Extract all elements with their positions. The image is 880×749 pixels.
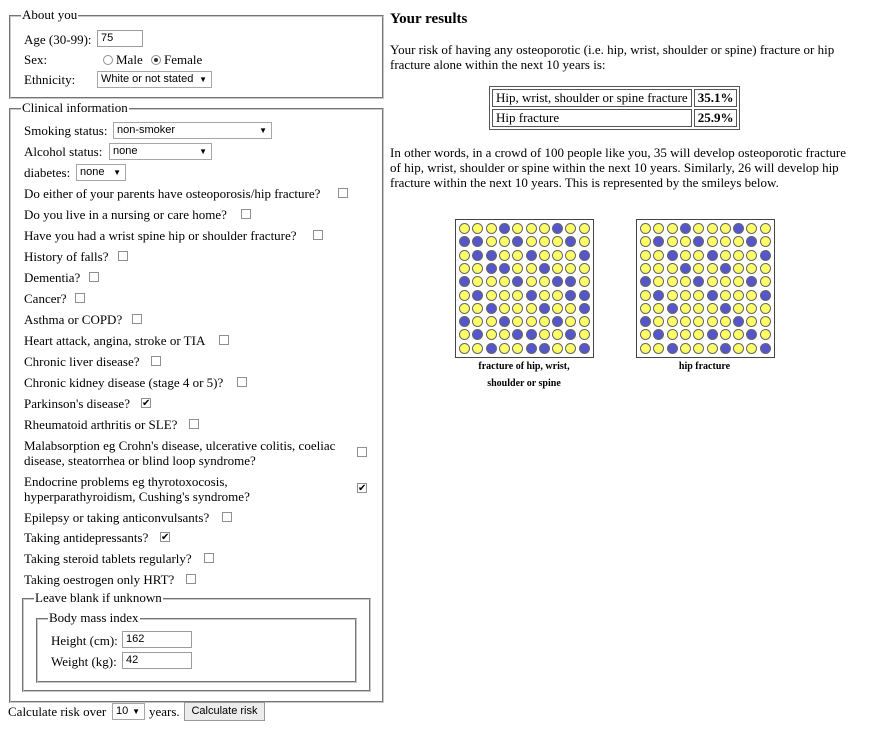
results-explanation: In other words, in a crowd of 100 people like you, 35 will develop osteoporotic fracture of hip, wrist, shoulder or spine within the next 10 years. Similarly, 26 will develop hip fracture within the next 10 years. This is represented by the smileys below. — [390, 145, 846, 190]
happy-smiley-icon — [579, 316, 590, 327]
result-value-cell: 35.1% — [694, 89, 738, 107]
happy-smiley-icon — [486, 236, 497, 247]
sad-smiley-icon — [486, 303, 497, 314]
question-checkbox[interactable] — [189, 419, 199, 429]
question-checkbox[interactable] — [219, 335, 229, 345]
happy-smiley-icon — [720, 223, 731, 234]
happy-smiley-icon — [680, 343, 691, 354]
sad-smiley-icon — [579, 290, 590, 301]
happy-smiley-icon — [667, 276, 678, 287]
happy-smiley-icon — [667, 263, 678, 274]
happy-smiley-icon — [760, 236, 771, 247]
question-label: Do you live in a nursing or care home? — [24, 207, 227, 222]
happy-smiley-icon — [512, 290, 523, 301]
sad-smiley-icon — [760, 290, 771, 301]
happy-smiley-icon — [653, 316, 664, 327]
sad-smiley-icon — [693, 276, 704, 287]
sad-smiley-icon — [680, 223, 691, 234]
sad-smiley-icon — [459, 276, 470, 287]
question-checkbox[interactable] — [186, 574, 196, 584]
question-label: Endocrine problems eg thyrotoxocosis, hyperparathyroidism, Cushing's syndrome? — [24, 474, 250, 504]
question-label: Do either of your parents have osteoporosis/hip fracture? — [24, 186, 321, 201]
ethnicity-value: White or not stated — [101, 73, 194, 85]
results-title: Your results — [390, 11, 468, 27]
happy-smiley-icon — [499, 236, 510, 247]
result-value-cell: 25.9% — [694, 109, 738, 127]
sad-smiley-icon — [707, 290, 718, 301]
question-label: Chronic kidney disease (stage 4 or 5)? — [24, 375, 224, 390]
question-label: Epilepsy or taking anticonvulsants? — [24, 510, 210, 525]
female-label: Female — [164, 52, 203, 67]
happy-smiley-icon — [667, 236, 678, 247]
happy-smiley-icon — [693, 223, 704, 234]
happy-smiley-icon — [733, 263, 744, 274]
happy-smiley-icon — [707, 343, 718, 354]
happy-smiley-icon — [760, 263, 771, 274]
happy-smiley-icon — [680, 250, 691, 261]
sad-smiley-icon — [459, 236, 470, 247]
happy-smiley-icon — [526, 303, 537, 314]
diabetes-select[interactable] — [76, 164, 126, 181]
age-label: Age (30-99): — [24, 32, 92, 47]
question-checkbox[interactable]: ✔ — [142, 398, 151, 409]
happy-smiley-icon — [720, 250, 731, 261]
happy-smiley-icon — [526, 236, 537, 247]
alcohol-select[interactable] — [109, 143, 212, 160]
happy-smiley-icon — [539, 236, 550, 247]
happy-smiley-icon — [707, 303, 718, 314]
happy-smiley-icon — [499, 290, 510, 301]
chevron-down-icon: ▼ — [259, 126, 267, 135]
question-checkbox[interactable]: ✔ — [358, 483, 367, 494]
question-label: Malabsorption eg Crohn's disease, ulcerative colitis, coeliac disease, steatorrhea or blind loop syndrome? — [24, 438, 336, 468]
question-label: Taking steroid tablets regularly? — [24, 551, 192, 566]
ethnicity-label: Ethnicity: — [24, 72, 76, 87]
happy-smiley-icon — [733, 236, 744, 247]
height-input[interactable]: 162 — [122, 631, 192, 648]
sad-smiley-icon — [565, 276, 576, 287]
happy-smiley-icon — [693, 329, 704, 340]
years-value: 10 — [116, 705, 129, 717]
question-label: History of falls? — [24, 249, 109, 264]
happy-smiley-icon — [653, 276, 664, 287]
happy-smiley-icon — [733, 329, 744, 340]
happy-smiley-icon — [746, 223, 757, 234]
happy-smiley-icon — [512, 343, 523, 354]
happy-smiley-icon — [552, 303, 563, 314]
sad-smiley-icon — [640, 276, 651, 287]
happy-smiley-icon — [680, 329, 691, 340]
about-you-legend: About you — [22, 7, 78, 22]
question-label: Chronic liver disease? — [24, 354, 140, 369]
table-row — [492, 89, 737, 107]
happy-smiley-icon — [526, 316, 537, 327]
question-label: Parkinson's disease? — [24, 396, 130, 411]
happy-smiley-icon — [565, 316, 576, 327]
happy-smiley-icon — [512, 316, 523, 327]
happy-smiley-icon — [667, 290, 678, 301]
happy-smiley-icon — [746, 316, 757, 327]
age-input[interactable]: 75 — [97, 30, 143, 47]
happy-smiley-icon — [733, 250, 744, 261]
sad-smiley-icon — [526, 329, 537, 340]
happy-smiley-icon — [512, 250, 523, 261]
question-checkbox[interactable] — [338, 188, 348, 198]
happy-smiley-icon — [707, 316, 718, 327]
sad-smiley-icon — [499, 223, 510, 234]
sad-smiley-icon — [667, 250, 678, 261]
question-checkbox[interactable] — [118, 251, 128, 261]
sad-smiley-icon — [746, 276, 757, 287]
sad-smiley-icon — [472, 250, 483, 261]
sad-smiley-icon — [539, 343, 550, 354]
calculate-risk-button[interactable]: Calculate risk — [184, 702, 265, 721]
sad-smiley-icon — [472, 290, 483, 301]
happy-smiley-icon — [720, 276, 731, 287]
smiley-grid-any-fracture — [455, 219, 594, 358]
happy-smiley-icon — [640, 223, 651, 234]
sad-smiley-icon — [746, 236, 757, 247]
happy-smiley-icon — [526, 276, 537, 287]
happy-smiley-icon — [472, 276, 483, 287]
grid-caption-hip-fracture: hip fracture — [678, 361, 731, 372]
smoking-label: Smoking status: — [24, 123, 108, 138]
question-checkbox[interactable] — [241, 209, 251, 219]
question-checkbox[interactable] — [204, 553, 214, 563]
happy-smiley-icon — [539, 276, 550, 287]
sad-smiley-icon — [760, 250, 771, 261]
happy-smiley-icon — [539, 290, 550, 301]
sad-smiley-icon — [680, 263, 691, 274]
happy-smiley-icon — [653, 303, 664, 314]
happy-smiley-icon — [459, 250, 470, 261]
sad-smiley-icon — [720, 263, 731, 274]
sad-smiley-icon — [720, 303, 731, 314]
grid-caption-any-fracture: fracture of hip, wrist, shoulder or spine — [478, 361, 570, 389]
weight-input[interactable]: 42 — [122, 652, 192, 669]
happy-smiley-icon — [667, 329, 678, 340]
happy-smiley-icon — [707, 223, 718, 234]
weight-label: Weight (kg): — [51, 654, 117, 669]
diabetes-value: none — [80, 166, 105, 178]
sad-smiley-icon — [707, 329, 718, 340]
happy-smiley-icon — [707, 236, 718, 247]
sad-smiley-icon — [512, 276, 523, 287]
happy-smiley-icon — [565, 303, 576, 314]
sad-smiley-icon — [472, 236, 483, 247]
question-checkbox[interactable]: ✔ — [161, 532, 170, 543]
sad-smiley-icon — [707, 250, 718, 261]
happy-smiley-icon — [720, 316, 731, 327]
question-checkbox[interactable] — [132, 314, 142, 324]
happy-smiley-icon — [640, 343, 651, 354]
happy-smiley-icon — [565, 343, 576, 354]
male-radio[interactable] — [103, 55, 113, 65]
diabetes-label: diabetes: — [24, 165, 71, 180]
happy-smiley-icon — [579, 276, 590, 287]
happy-smiley-icon — [653, 263, 664, 274]
happy-smiley-icon — [693, 263, 704, 274]
calc-suffix: years. — [149, 704, 180, 719]
sad-smiley-icon — [653, 290, 664, 301]
happy-smiley-icon — [680, 236, 691, 247]
happy-smiley-icon — [680, 290, 691, 301]
happy-smiley-icon — [459, 343, 470, 354]
sad-smiley-icon — [579, 303, 590, 314]
sad-smiley-icon — [733, 316, 744, 327]
sad-smiley-icon — [552, 276, 563, 287]
happy-smiley-icon — [760, 329, 771, 340]
happy-smiley-icon — [565, 263, 576, 274]
happy-smiley-icon — [680, 303, 691, 314]
happy-smiley-icon — [720, 290, 731, 301]
happy-smiley-icon — [486, 329, 497, 340]
happy-smiley-icon — [459, 263, 470, 274]
happy-smiley-icon — [707, 263, 718, 274]
happy-smiley-icon — [693, 343, 704, 354]
happy-smiley-icon — [640, 250, 651, 261]
sad-smiley-icon — [472, 329, 483, 340]
happy-smiley-icon — [472, 223, 483, 234]
chevron-down-icon: ▼ — [199, 147, 207, 156]
clinical-legend: Clinical information — [22, 100, 128, 115]
happy-smiley-icon — [579, 329, 590, 340]
question-checkbox[interactable] — [89, 272, 99, 282]
happy-smiley-icon — [526, 263, 537, 274]
happy-smiley-icon — [680, 276, 691, 287]
sad-smiley-icon — [526, 250, 537, 261]
smiley-grid-hip-fracture — [636, 219, 775, 358]
happy-smiley-icon — [472, 263, 483, 274]
happy-smiley-icon — [640, 329, 651, 340]
height-label: Height (cm): — [51, 633, 118, 648]
happy-smiley-icon — [693, 316, 704, 327]
question-label: Cancer? — [24, 291, 67, 306]
happy-smiley-icon — [512, 303, 523, 314]
happy-smiley-icon — [459, 290, 470, 301]
question-label: Asthma or COPD? — [24, 312, 123, 327]
happy-smiley-icon — [579, 236, 590, 247]
sad-smiley-icon — [693, 236, 704, 247]
sad-smiley-icon — [565, 329, 576, 340]
sad-smiley-icon — [552, 223, 563, 234]
sad-smiley-icon — [746, 329, 757, 340]
happy-smiley-icon — [499, 343, 510, 354]
happy-smiley-icon — [733, 290, 744, 301]
happy-smiley-icon — [579, 223, 590, 234]
happy-smiley-icon — [552, 329, 563, 340]
female-radio[interactable] — [151, 55, 161, 65]
alcohol-value: none — [113, 145, 138, 157]
happy-smiley-icon — [733, 343, 744, 354]
sad-smiley-icon — [760, 343, 771, 354]
happy-smiley-icon — [746, 250, 757, 261]
smoking-value: non-smoker — [117, 124, 176, 136]
question-label: Have you had a wrist spine hip or shoulder fracture? — [24, 228, 297, 243]
question-label: Taking oestrogen only HRT? — [24, 572, 175, 587]
sad-smiley-icon — [459, 316, 470, 327]
happy-smiley-icon — [746, 290, 757, 301]
happy-smiley-icon — [552, 343, 563, 354]
sad-smiley-icon — [499, 263, 510, 274]
alcohol-label: Alcohol status: — [24, 144, 103, 159]
happy-smiley-icon — [486, 276, 497, 287]
sad-smiley-icon — [539, 303, 550, 314]
happy-smiley-icon — [552, 250, 563, 261]
happy-smiley-icon — [512, 263, 523, 274]
sad-smiley-icon — [512, 236, 523, 247]
question-label: Dementia? — [24, 270, 81, 285]
happy-smiley-icon — [693, 290, 704, 301]
chevron-down-icon: ▼ — [132, 707, 140, 716]
happy-smiley-icon — [459, 223, 470, 234]
happy-smiley-icon — [733, 303, 744, 314]
calc-prefix: Calculate risk over — [8, 704, 107, 719]
sad-smiley-icon — [640, 316, 651, 327]
happy-smiley-icon — [459, 329, 470, 340]
happy-smiley-icon — [760, 223, 771, 234]
sad-smiley-icon — [526, 290, 537, 301]
happy-smiley-icon — [472, 316, 483, 327]
happy-smiley-icon — [733, 276, 744, 287]
results-intro: Your risk of having any osteoporotic (i.e. hip, wrist, shoulder or spine) fracture or hip fracture alone within the next 10 years is: — [390, 42, 835, 72]
happy-smiley-icon — [499, 276, 510, 287]
sad-smiley-icon — [653, 329, 664, 340]
happy-smiley-icon — [667, 223, 678, 234]
happy-smiley-icon — [472, 343, 483, 354]
happy-smiley-icon — [552, 290, 563, 301]
sad-smiley-icon — [733, 223, 744, 234]
bmi-legend: Body mass index — [49, 610, 139, 625]
happy-smiley-icon — [693, 303, 704, 314]
question-checkbox[interactable] — [237, 377, 247, 387]
happy-smiley-icon — [486, 223, 497, 234]
happy-smiley-icon — [693, 250, 704, 261]
chevron-down-icon: ▼ — [199, 75, 207, 84]
happy-smiley-icon — [640, 290, 651, 301]
happy-smiley-icon — [486, 290, 497, 301]
question-checkbox[interactable] — [357, 447, 367, 457]
happy-smiley-icon — [760, 276, 771, 287]
sad-smiley-icon — [653, 236, 664, 247]
smoking-select[interactable] — [113, 122, 272, 139]
sad-smiley-icon — [579, 250, 590, 261]
sad-smiley-icon — [565, 290, 576, 301]
years-select[interactable] — [112, 703, 145, 720]
sad-smiley-icon — [486, 250, 497, 261]
sad-smiley-icon — [486, 343, 497, 354]
happy-smiley-icon — [539, 223, 550, 234]
result-label-cell: Hip, wrist, shoulder or spine fracture — [492, 89, 692, 107]
happy-smiley-icon — [760, 303, 771, 314]
happy-smiley-icon — [539, 329, 550, 340]
question-checkbox[interactable] — [222, 512, 232, 522]
sad-smiley-icon — [565, 236, 576, 247]
happy-smiley-icon — [720, 329, 731, 340]
happy-smiley-icon — [472, 303, 483, 314]
happy-smiley-icon — [539, 316, 550, 327]
question-label: Taking antidepressants? — [24, 530, 149, 545]
results-table — [489, 86, 740, 130]
sad-smiley-icon — [579, 343, 590, 354]
happy-smiley-icon — [565, 250, 576, 261]
happy-smiley-icon — [499, 329, 510, 340]
happy-smiley-icon — [653, 250, 664, 261]
question-label: Heart attack, angina, stroke or TIA — [24, 333, 206, 348]
chevron-down-icon: ▼ — [113, 168, 121, 177]
happy-smiley-icon — [746, 263, 757, 274]
happy-smiley-icon — [499, 303, 510, 314]
sad-smiley-icon — [667, 343, 678, 354]
sad-smiley-icon — [552, 316, 563, 327]
question-checkbox[interactable] — [151, 356, 161, 366]
happy-smiley-icon — [667, 316, 678, 327]
happy-smiley-icon — [459, 303, 470, 314]
happy-smiley-icon — [720, 236, 731, 247]
leave-blank-legend: Leave blank if unknown — [35, 590, 162, 605]
sad-smiley-icon — [526, 343, 537, 354]
sad-smiley-icon — [667, 303, 678, 314]
happy-smiley-icon — [746, 303, 757, 314]
happy-smiley-icon — [653, 343, 664, 354]
question-label: Rheumatoid arthritis or SLE? — [24, 417, 178, 432]
happy-smiley-icon — [579, 263, 590, 274]
question-checkbox[interactable] — [313, 230, 323, 240]
happy-smiley-icon — [512, 223, 523, 234]
sex-label: Sex: — [24, 52, 48, 67]
happy-smiley-icon — [539, 250, 550, 261]
bmi-fieldset — [36, 610, 357, 683]
happy-smiley-icon — [707, 276, 718, 287]
sad-smiley-icon — [512, 329, 523, 340]
happy-smiley-icon — [552, 263, 563, 274]
ethnicity-select[interactable] — [97, 71, 212, 88]
happy-smiley-icon — [526, 223, 537, 234]
sad-smiley-icon — [720, 343, 731, 354]
happy-smiley-icon — [640, 236, 651, 247]
sad-smiley-icon — [486, 263, 497, 274]
happy-smiley-icon — [640, 263, 651, 274]
happy-smiley-icon — [499, 250, 510, 261]
happy-smiley-icon — [760, 316, 771, 327]
sad-smiley-icon — [539, 263, 550, 274]
table-row — [492, 109, 737, 127]
male-label: Male — [116, 52, 143, 67]
result-label-cell: Hip fracture — [492, 109, 692, 127]
happy-smiley-icon — [486, 316, 497, 327]
question-checkbox[interactable] — [75, 293, 85, 303]
happy-smiley-icon — [746, 343, 757, 354]
happy-smiley-icon — [653, 223, 664, 234]
happy-smiley-icon — [640, 303, 651, 314]
happy-smiley-icon — [552, 236, 563, 247]
happy-smiley-icon — [565, 223, 576, 234]
sad-smiley-icon — [499, 316, 510, 327]
happy-smiley-icon — [680, 316, 691, 327]
